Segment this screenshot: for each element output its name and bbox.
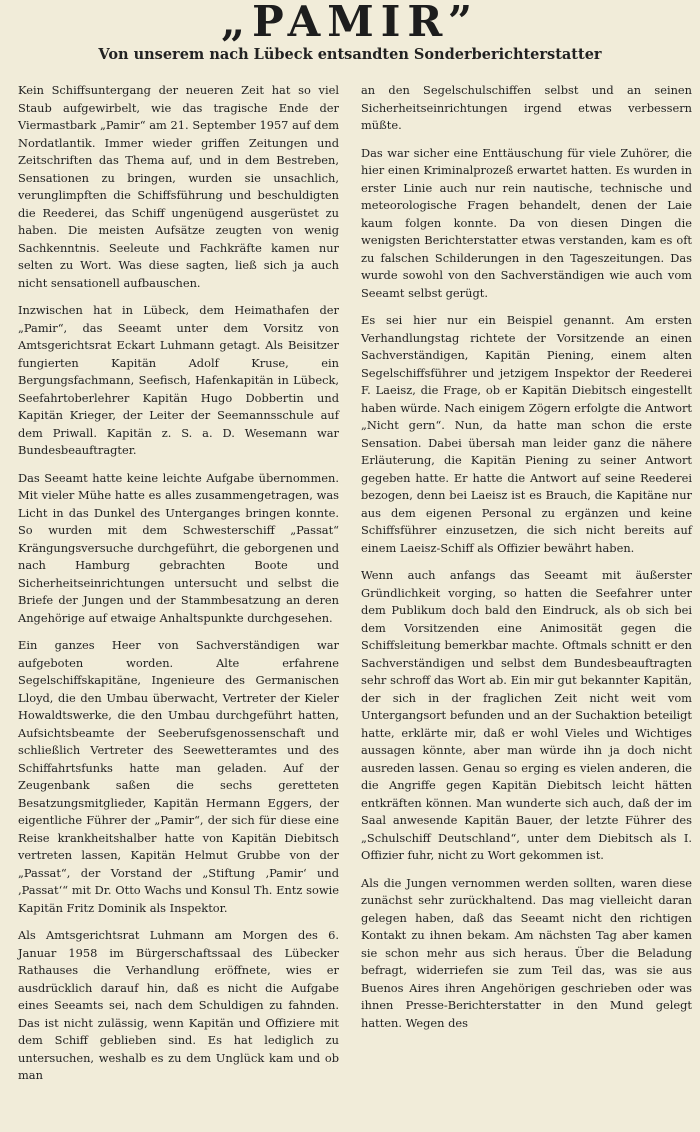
paragraph: Wenn auch anfangs das Seeamt mit äußerster Gründlichkeit vorging, so hatten die Seefahrer unter dem Publikum doch bald den Eindruck, als ob sich bei dem Vorsitzenden eine Animosität gegen die Schiffsleitung bemerkbar machte. Oftmals schnitt er den Sachverständigen und selbst dem Bundesbeauftragten sehr schroff das Wort ab. Ein mir gut bekannter Kapitän, der sich in der fraglichen Zeit nicht weit vom Untergangsort befunden und an der Suchaktion beteiligt hatte, erklärte mir, daß er wohl Vieles und Wichtiges aussagen könnte, aber man würde ihn ja doch nicht ausreden lassen. Genau so erging es vielen anderen, die die Angriffe gegen Kapitän Diebitsch leicht hätten entkräften können. Man wunderte sich auch, daß der im Saal anwesende Kapitän Bauer, der letzte Führer des „Schulschiff Deutschland“, unter dem Diebitsch als I. Offizier fuhr, nicht zu Wort gekommen ist. [361,568,692,862]
paragraph: Als Amtsgerichtsrat Luhmann am Morgen des 6. Januar 1958 im Bürgerschaftssaal des Lübecker Rathauses die Verhandlung eröffnete, wies er ausdrücklich darauf hin, daß es nicht die Aufgabe eines Seeamts sei, nach dem Schuldigen zu fahnden. Das ist nicht zulässig, wenn Kapitän und Offiziere mit dem Schiff geblieben sind. Es hat lediglich zu untersuchen, weshalb es zu dem Unglück kam und ob man [18,928,339,1082]
left-column [8,82,339,1095]
article-body [8,82,692,1095]
paragraph: Ein ganzes Heer von Sachverständigen war aufgeboten worden. Alte erfahrene Segelschiffskapitäne, Ingenieure des Germanischen Lloyd, die den Umbau überwacht, Vertreter der Kieler Howaldtswerke, die den Umbau durchgeführt hatten, Aufsichtsbeamte der Seeberufsgenossenschaft und schließlich Vertreter des Seewetteramtes und des Schiffahrtsfunks hatte man geladen. Auf der Zeugenbank saßen die sechs geretteten Besatzungsmitglieder, Kapitän Hermann Eggers, der eigentliche Führer der „Pamir“, der sich für diese eine Reise krankheitshalber hatte von Kapitän Diebitsch vertreten lassen, Kapitän Helmut Grubbe von der „Passat“, der Vorstand der „Stiftung ‚Pamir‘ und ‚Passat‘“ mit Dr. Otto Wachs und Konsul Th. Entz sowie Kapitän Fritz Dominik als Inspektor. [18,638,339,915]
paragraph: Kein Schiffsuntergang der neueren Zeit hat so viel Staub aufgewirbelt, wie das tragische Ende der Viermastbark „Pamir“ am 21. September 1957 auf dem Nordatlantik. Immer wieder griffen Zeitungen und Zeitschriften das Thema auf, und in dem Bestreben, Sensationen zu bringen, wurden sie unsachlich, verunglimpften die Schiffsführung und beschuldigten die Reederei, das Schiff ungenügend ausgerüstet zu haben. Die meisten Aufsätze zeugten von wenig Sachkenntnis. Seeleute und Fachkräfte kamen nur selten zu Wort. Was diese sagten, ließ sich ja auch nicht sensationell aufbauschen. [18,83,339,290]
paragraph: Als die Jungen vernommen werden sollten, waren diese zunächst sehr zurückhaltend. Das mag vielleicht daran gelegen haben, daß das Seeamt nicht den richtigen Kontakt zu ihnen bekam. Am nächsten Tag aber kamen sie schon mehr aus sich heraus. Über die Beladung befragt, widerriefen sie zum Teil das, was sie aus Buenos Aires ihren Angehörigen geschrieben oder was ihnen Presse-Berichterstatter in den Mund gelegt hatten. Wegen des [361,875,692,1030]
paragraph: Das Seeamt hatte keine leichte Aufgabe übernommen. Mit vieler Mühe hatte es alles zusammengetragen, was Licht in das Dunkel des Unterganges bringen konnte. So wurden mit dem Schwesterschiff „Passat“ Krängungsversuche durchgeführt, die geborgenen und nach Hamburg gebrachten Boote und Sicherheitseinrichtungen untersucht und selbst die Briefe der Jungen und der Stammbesatzung an deren Angehörige auf etwaige Anhaltspunkte durchgesehen. [18,470,339,625]
paragraph: Inzwischen hat in Lübeck, dem Heimathafen der „Pamir“, das Seeamt unter dem Vorsitz von Amtsgerichtsrat Eckart Luhmann getagt. Als Beisitzer fungierten Kapitän Adolf Kruse, ein Bergungsfachmann, Seefisch, Hafenkapitän in Lübeck, Seefahrtoberlehrer Kapitän Hugo Dobbertin und Kapitän Krieger, der Leiter der Seemannsschule auf dem Priwall. Kapitän z. S. a. D. Wesemann war Bundesbeauftragter. [18,303,339,457]
paragraph: Das war sicher eine Enttäuschung für viele Zuhörer, die hier einen Kriminalprozeß erwartet hatten. Es wurden in erster Linie auch nur rein nautische, technische und meteorologische Fragen behandelt, denen der Laie kaum folgen konnte. Da von diesen Dingen die wenigsten Berichterstatter etwas verstanden, kam es oft zu falschen Schilderungen in den Tageszeitungen. Das wurde sowohl von den Sachverständigen wie auch vom Seeamt selbst gerügt. [361,145,692,300]
article-title: „PAMIR” [221,0,479,46]
right-column [361,82,692,1095]
paragraph: Es sei hier nur ein Beispiel genannt. Am ersten Verhandlungstag richtete der Vorsitzende an einen Sachverständigen, Kapitän Piening, einem alten Segelschiffsführer und jetzigem Inspektor der Reederei F. Laeisz, die Frage, ob er Kapitän Diebitsch eingestellt haben würde. Nach einigem Zögern erfolgte die Antwort „Nicht gern“. Nun, da hatte man schon die erste Sensation. Dabei übersah man leider ganz die nähere Erläuterung, die Kapitän Piening zu seiner Antwort gegeben hatte. Er hatte die Antwort auf seine Reederei bezogen, denn bei Laeisz ist es Brauch, die Kapitäne nur aus dem eigenen Personal zu ergänzen und keine Schiffsführer einzusetzen, die sich nicht bereits auf einem Laeisz-Schiff als Offizier bewährt haben. [361,313,692,555]
paragraph: an den Segelschulschiffen selbst und an seinen Sicherheitseinrichtungen irgend etwas verbessern müßte. [361,83,692,132]
article-subtitle: Von unserem nach Lübeck entsandten Sonderberichterstatter [98,46,602,63]
